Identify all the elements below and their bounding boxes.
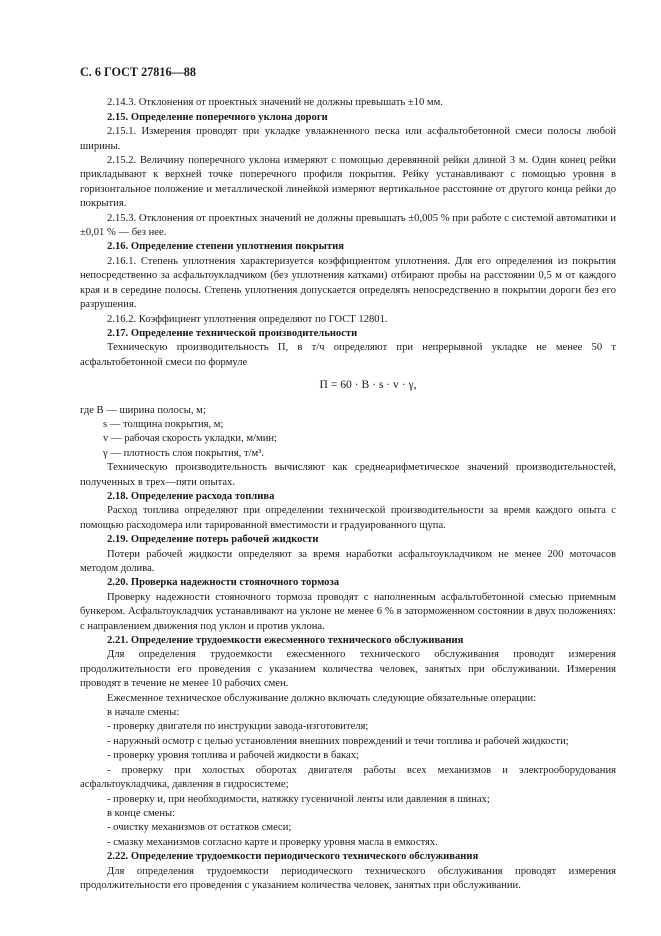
paragraph-2-22: Для определения трудоемкости периодического технического обслуживания проводят измерения продолжительности его проведения с указанием количества человек, занятых при обслуживании.	[80, 865, 616, 891]
heading-2-16: 2.16. Определение степени уплотнения покрытия	[107, 241, 344, 253]
paragraph-2-15-1: 2.15.1. Измерения проводят при укладке увлажненного песка или асфальтобетонной смеси полосы любой ширины.	[80, 126, 616, 152]
list-item: - наружный осмотр с целью установления внешних повреждений и течи топлива и рабочей жидкости;	[107, 735, 569, 747]
paragraph-2-21-b: Ежесменное техническое обслуживание должно включать следующие обязательные операции:	[107, 692, 537, 704]
formula-legend	[80, 404, 616, 462]
list-item: - проверку и, при необходимости, натяжку гусеничной ленты или давления в шинах;	[107, 793, 490, 805]
list-item: - проверку двигателя по инструкции завода-изготовителя;	[107, 721, 369, 733]
legend-width: где B — ширина полосы, м;	[80, 404, 206, 416]
list-item: - очистку механизмов от остатков смеси;	[107, 822, 292, 834]
legend-thickness: s — толщина покрытия, м;	[103, 418, 224, 430]
paragraph-2-17-intro: Техническую производительность П, в т/ч определяют при непрерывной укладке не менее 50 т асфальтобетонной смеси по формуле	[80, 342, 616, 368]
document-page	[80, 65, 616, 893]
legend-density: γ — плотность слоя покрытия, т/м³.	[103, 447, 265, 459]
paragraph-2-15-2: 2.15.2. Величину поперечного уклона измеряют с помощью деревянной рейки длиной 3 м. Один конец рейки прикладывают к верхней точке поперечного профиля покрытия. Рейку устанавливают с помощью уровня в горизонтальное положение и металлической линейкой измеряют вертикальное расстояние от другого конца рейки до покрытия.	[80, 155, 616, 210]
list-item: - проверку уровня топлива и рабочей жидкости в баках;	[107, 750, 359, 762]
heading-2-18: 2.18. Определение расхода топлива	[107, 490, 275, 502]
list-item: - смазку механизмов согласно карте и проверку уровня масла в емкостях.	[107, 836, 438, 848]
paragraph-2-16-1: 2.16.1. Степень уплотнения характеризуется коэффициентом уплотнения. Для его определения из покрытия непосредственно за асфальтоукладчиком (без уплотнения катками) отбирают пробы на расстоянии 0,5 м от каждого края и в середине полосы. Степень уплотнения допускается определять непосредственно в покрытии дороги без его разрушения.	[80, 255, 616, 311]
paragraph-2-20: Проверку надежности стояночного тормоза проводят с наполненным асфальтобетонной смесью приемным бункером. Асфальтоукладчик устанавливают на уклоне не менее 6 % в заторможенном состоянии в двух положениях: с направлением движения под уклон и против уклона.	[80, 591, 616, 632]
heading-2-20: 2.20. Проверка надежности стояночного тормоза	[107, 577, 340, 589]
list-item: - проверку при холостых оборотах двигателя работы всех механизмов и электрооборудования асфальтоукладчика, давления в гидросистеме;	[80, 764, 616, 791]
heading-2-21: 2.21. Определение трудоемкости ежесменного технического обслуживания	[107, 635, 464, 647]
paragraph-2-19: Потери рабочей жидкости определяют за время наработки асфальтоукладчиком не менее 200 моточасов методом долива.	[80, 548, 616, 574]
list-end-label: в конце смены:	[107, 807, 176, 819]
productivity-formula: П = 60 · B · s · v · γ,	[319, 378, 417, 392]
page-header: С. 6 ГОСТ 27816—88	[80, 65, 196, 79]
heading-2-22: 2.22. Определение трудоемкости периодического технического обслуживания	[107, 851, 479, 863]
legend-speed: v — рабочая скорость укладки, м/мин;	[103, 433, 277, 445]
paragraph-2-18: Расход топлива определяют при определении технической производительности за время каждого опыта с помощью расходомера или тарированной вместимости и градуированного щупа.	[80, 505, 616, 531]
heading-2-17: 2.17. Определение технической производительности	[107, 327, 358, 339]
paragraph-2-21-a: Для определения трудоемкости ежесменного технического обслуживания проводят измерения продолжительности его проведения с указанием количества человек, занятых при обслуживании. Измерения проводят в течение не менее 10 рабочих смен.	[80, 649, 616, 690]
paragraph-2-17-avg: Техническую производительность вычисляют как среднеарифметическое значений производительностей, полученных в трех—пяти опытах.	[80, 462, 616, 488]
list-start-label: в начале смены:	[107, 707, 180, 719]
paragraph-2-14-3: 2.14.3. Отклонения от проектных значений не должны превышать ±10 мм.	[107, 97, 443, 109]
paragraph-2-16-2: 2.16.2. Коэффициент уплотнения определяют по ГОСТ 12801.	[107, 313, 388, 325]
heading-2-15: 2.15. Определение поперечного уклона дороги	[107, 111, 328, 123]
heading-2-19: 2.19. Определение потерь рабочей жидкости	[107, 534, 319, 546]
paragraph-2-15-3: 2.15.3. Отклонения от проектных значений не должны превышать ±0,005 % при работе с системой автоматики и ±0,01 % — без нее.	[80, 212, 616, 239]
